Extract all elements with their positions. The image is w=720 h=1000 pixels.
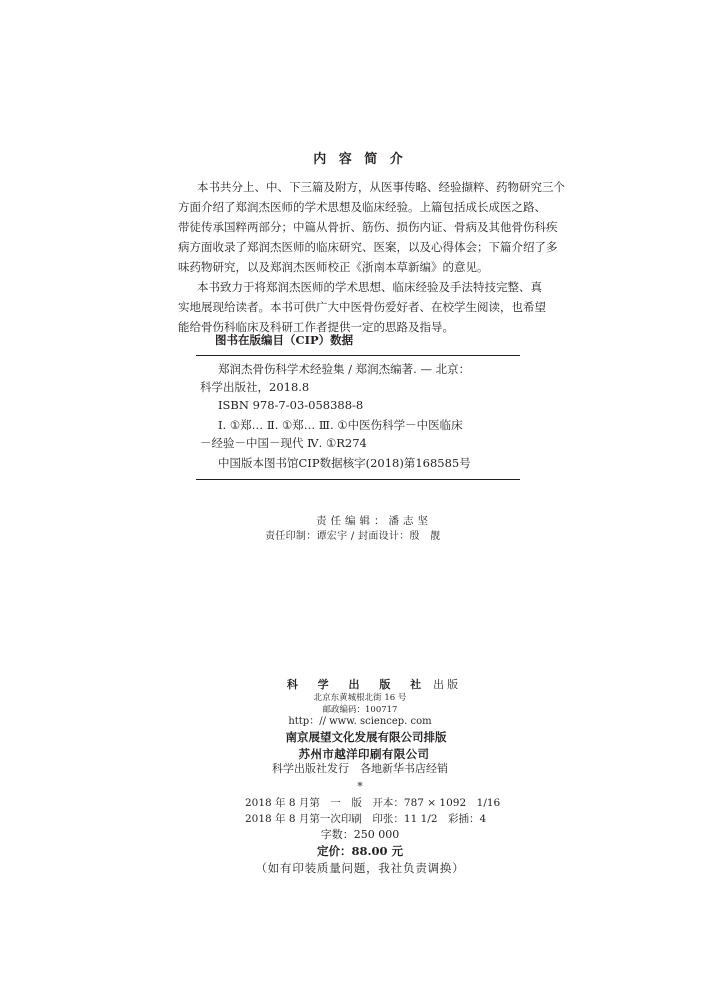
- publisher-logo: 科 学 出 版 社: [286, 678, 430, 691]
- intro-line: 病方面收录了郑润杰医师的临床研究、医案，以及心得体会；下篇介绍了多: [178, 240, 558, 254]
- intro-line: 能给骨伤科临床及科研工作者提供一定的思路及指导。: [178, 320, 454, 334]
- word-count: 字数：250 000: [320, 828, 400, 841]
- responsible-editor: 责任编辑：潘志坚: [316, 515, 432, 527]
- publisher-website: http：// www. sciencep. com: [288, 716, 432, 727]
- price: 定价：88.00 元: [316, 844, 403, 858]
- intro-paragraph-2: [178, 277, 558, 337]
- intro-paragraph-1: [178, 177, 565, 277]
- edition-line: 2018 年 8 月第 一 版 开本：787 × 1092 1/16: [245, 797, 501, 809]
- printing-line: 2018 年 8 月第一次印刷 印张：11 1/2 彩插：4: [245, 813, 487, 825]
- cip-title-line: 郑润杰骨伤科学术经验集 / 郑润杰编著. — 北京：: [218, 362, 471, 376]
- printer-line: 苏州市越洋印刷有限公司: [298, 747, 430, 761]
- intro-line: 味药物研究，以及郑润杰医师校正《浙南本草新编》的意见。: [178, 260, 489, 274]
- cip-classification-line-2: －经验－中国－现代 Ⅳ. ①R274: [200, 436, 367, 450]
- intro-line: 方面介绍了郑润杰医师的学术思想及临床经验。上篇包括成长成医之路、: [178, 200, 546, 214]
- separator-asterisk: *: [357, 780, 363, 793]
- cip-publisher-line: 科学出版社，2018.8: [200, 380, 310, 394]
- cip-top-rule: [196, 355, 520, 356]
- publisher-line: [0, 675, 720, 693]
- distribution-line: 科学出版社发行 各地新华书店经销: [272, 762, 448, 775]
- intro-line: 带徒传承国粹两部分；中篇从骨折、筋伤、损伤内证、骨病及其他骨伤科疾: [178, 220, 558, 234]
- intro-title: 内 容 简 介: [313, 152, 407, 167]
- cip-classification-line: Ⅰ. ①郑… Ⅱ. ①郑… Ⅲ. ①中医伤科学－中医临床: [218, 418, 463, 432]
- publisher-suffix: 出版: [433, 678, 462, 691]
- quality-notice: （如有印装质量问题，我社负责调换）: [255, 861, 465, 875]
- cip-record-number-line: 中国版本图书馆CIP数据核字(2018)第168585号: [218, 456, 471, 470]
- intro-line: 本书致力于将郑润杰医师的学术思想、临床经验及手法特技完整、真: [197, 280, 542, 294]
- production-and-cover-credit: 责任印制：谭宏宇 / 封面设计：殷 靓: [265, 531, 441, 542]
- intro-line: 本书共分上、中、下三篇及附方，从医事传略、经验撷粹、药物研究三个: [197, 180, 565, 194]
- intro-body: [178, 177, 565, 337]
- cip-isbn-line: ISBN 978-7-03-058388-8: [218, 398, 364, 412]
- cip-heading: 图书在版编目（CIP）数据: [215, 333, 354, 347]
- publisher-postcode: 邮政编码：100717: [322, 705, 398, 715]
- intro-line: 实地展现给读者。本书可供广大中医骨伤爱好者、在校学生阅读，也希望: [178, 300, 546, 314]
- publisher-address: 北京东黄城根北街 16 号: [313, 693, 407, 703]
- cip-bottom-rule: [196, 479, 520, 480]
- typesetter-line: 南京展望文化发展有限公司排版: [285, 730, 447, 744]
